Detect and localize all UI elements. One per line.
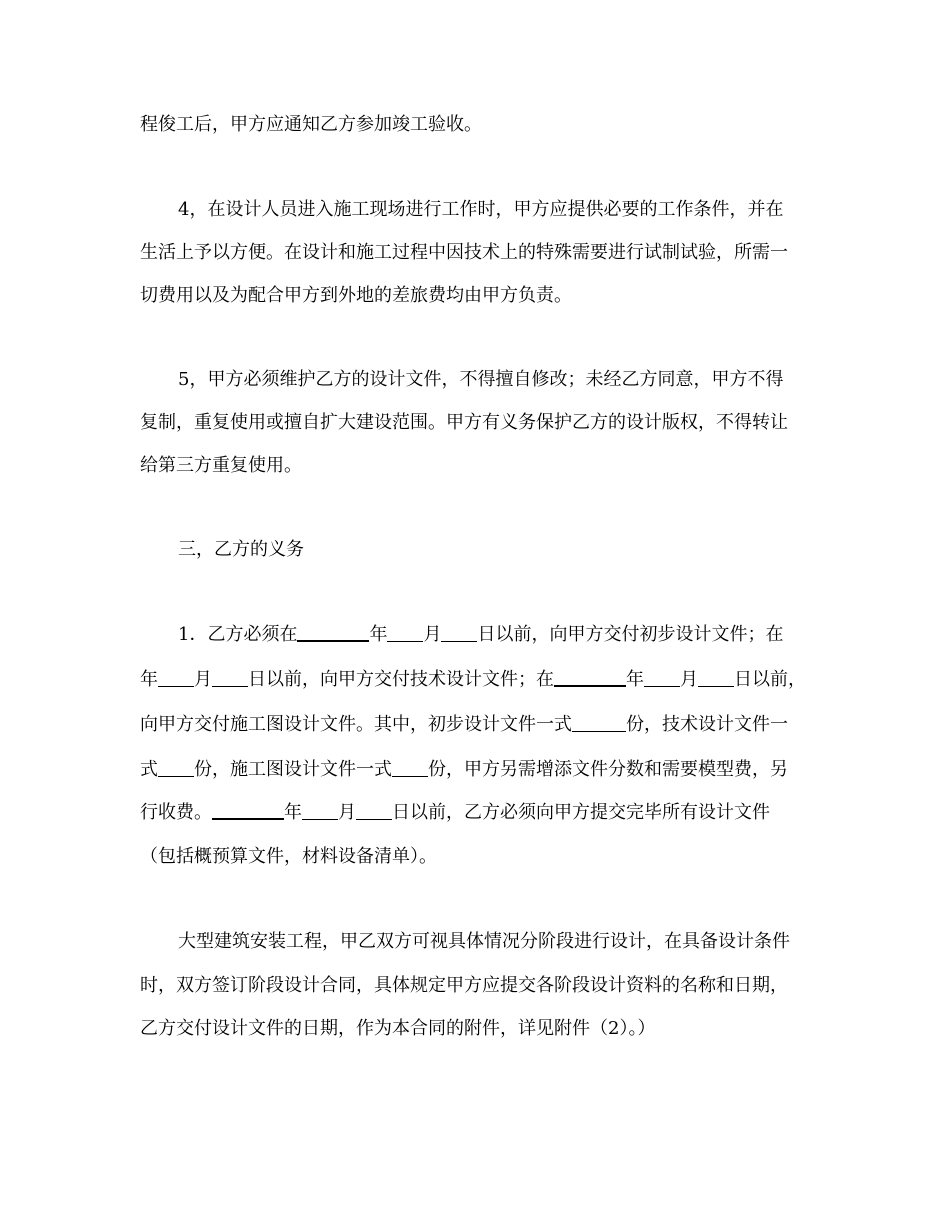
text-run: 月 [338, 802, 356, 823]
text-run: 年 [284, 802, 302, 823]
paragraph-line: 乙方交付设计文件的日期，作为本合同的附件，详见附件（2）。） [140, 1018, 656, 1039]
text-run: 1．乙方必须在 [178, 624, 298, 645]
text-run: 日以前，向甲方交付技术设计文件；在 [248, 669, 554, 690]
text-run: 月 [194, 669, 212, 690]
paragraph-line: 复制，重复使用或擅自扩大建设范围。甲方有义务保护乙方的设计版权，不得转让 [140, 412, 788, 433]
paragraph-line: 程俊工后，甲方应通知乙方参加竣工验收。 [140, 114, 482, 135]
fill-blank [158, 775, 194, 777]
text-run: 行收费。 [140, 802, 212, 823]
fill-blank [297, 639, 369, 642]
text-run: 月 [680, 669, 698, 690]
section-heading: 三，乙方的义务 [178, 539, 304, 560]
fill-blank [302, 818, 338, 820]
text-run: 份，技术设计文件一 [626, 714, 788, 735]
text-run: 年 [140, 669, 158, 690]
obligation-line [140, 759, 788, 781]
text-run: 日以前，乙方必须向甲方提交完毕所有设计文件 [392, 802, 770, 823]
fill-blank [212, 685, 248, 687]
text-run: 式 [140, 759, 158, 780]
text-run: 日以前， [734, 669, 806, 690]
paragraph-line: 给第三方重复使用。 [140, 455, 302, 476]
paragraph-line: 切费用以及为配合甲方到外地的差旅费均由甲方负责。 [140, 285, 572, 306]
text-run: 日以前，向甲方交付初步设计文件；在 [477, 624, 784, 645]
fill-blank [554, 684, 626, 687]
text-run: 向甲方交付施工图设计文件。其中，初步设计文件一式 [140, 714, 572, 735]
fill-blank [392, 775, 428, 777]
paragraph-line: 生活上予以方便。在设计和施工过程中因技术上的特殊需要进行试制试验，所需一 [140, 242, 788, 263]
paragraph-line: 4，在设计人员进入施工现场进行工作时，甲方应提供必要的工作条件，并在 [178, 199, 784, 220]
fill-blank [698, 685, 734, 687]
text-run: 年 [626, 669, 644, 690]
text-run: 份，甲方另需增添文件分数和需要模型费，另 [428, 759, 788, 780]
paragraph-line: 时，双方签订阶段设计合同，具体规定甲方应提交各阶段设计资料的名称和日期， [140, 975, 788, 996]
fill-blank [356, 818, 392, 820]
fill-blank [387, 640, 423, 642]
obligation-line: （包括概预算文件，材料设备清单）。 [140, 846, 437, 867]
obligation-line [140, 669, 806, 691]
obligation-line [178, 624, 783, 646]
obligation-line [140, 714, 788, 736]
fill-blank [644, 685, 680, 687]
fill-blank [572, 730, 626, 732]
fill-blank [158, 685, 194, 687]
paragraph-line: 5，甲方必须维护乙方的设计文件，不得擅自修改；未经乙方同意，甲方不得 [178, 369, 784, 390]
text-run: 月 [423, 624, 442, 645]
fill-blank [212, 817, 284, 820]
fill-blank [441, 640, 477, 642]
text-run: 份，施工图设计文件一式 [194, 759, 392, 780]
paragraph-line: 大型建筑安装工程，甲乙双方可视具体情况分阶段进行设计，在具备设计条件 [178, 931, 790, 952]
obligation-line [140, 802, 770, 824]
text-run: 年 [369, 624, 388, 645]
